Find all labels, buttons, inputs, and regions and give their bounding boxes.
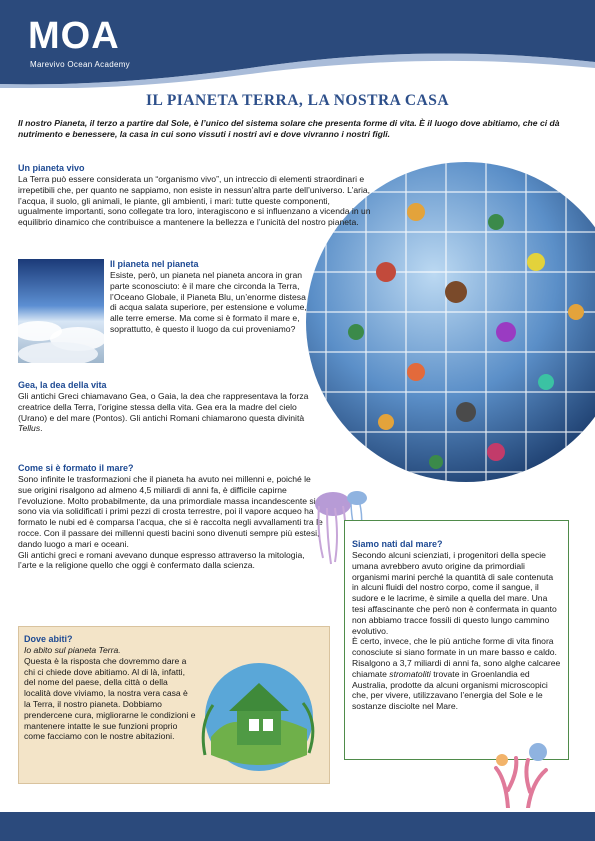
page-title: IL PIANETA TERRA, LA NOSTRA CASA <box>145 92 450 109</box>
box-siamo-nati-dal-mare <box>344 520 569 760</box>
text-mare: Sono infinite le trasformazioni che il pianeta ha avuto nei millenni e, poiché le sue origini risalgono ad almeno 4,5 miliardi di anni fa, è difficile capirne l’evoluzione. Molto probabilmente, da una primordiale massa incandescente si sono via via solidificati i primi pezzi di crosta terrestre, poi il vapore acqueo ha formato le nubi ed è comparsa l’acqua, che si è raccolta negli avvallamenti tra le rocce. Con il passare dei millenni questi bacini sono divenuti sempre più estesi, dando luogo a mari e oceani. <box>18 474 323 549</box>
section-gea <box>18 380 323 434</box>
footer-band <box>0 812 595 841</box>
heading-pianeta-vivo: Un pianeta vivo <box>18 163 85 173</box>
text-mare-2: Gli antichi greci e romani avevano dunque espresso attraverso la mitologia, l’arte e la religione quello che oggi è confermato dalla scienza. <box>18 549 305 571</box>
text-nati-2: È certo, invece, che le più antiche forme di vita finora conosciute si siano formate in un mare basso e caldo. Risalgono a 3,7 miliardi di anni fa, sono alghe calcaree chiamate stromatoliti trovate in Groenlandia ed Australia, prodotte da alcuni organismi microscopici che, per vivere, utilizzavano l’energia del Sole e le sostanze disciolte nel Mare. <box>352 636 561 712</box>
clouds-photo <box>18 259 104 363</box>
heading-pianeta-nel-pianeta: Il pianeta nel pianeta <box>110 259 199 269</box>
box-dove-abiti <box>18 626 330 784</box>
logo-subtitle: Marevivo Ocean Academy <box>30 60 130 69</box>
text-pianeta-vivo: La Terra può essere considerata un “organismo vivo”, un intreccio di elementi straordinari e irrepetibili che, per quanto ne sappiamo, non esiste in nessun’altra parte dell’universo. L’aria, l’acqua, il suolo, gli animali, le piante, gli ambienti, i mari: tutte queste componenti, ugualmente importanti, sono collegate tra loro, interagiscono e si influenzano a vicenda in un equilibrio dinamico che contribuisce a mantenere la bellezza e l’unicità del nostro pianeta. <box>18 174 371 228</box>
coral-illustration <box>488 730 558 808</box>
text-pianeta-nel-pianeta: Esiste, però, un pianeta nel pianeta ancora in gran parte sconosciuto: è il mare che circonda la Terra, l’Oceano Globale, il Pianeta Blu, un’enorme distesa di acqua salata superiore, per estensione e volume, alle terre emerse. Ma come si è formato il mare e, soprattutto, è questo il luogo da cui proveniamo? <box>110 270 307 334</box>
text-dove-abiti: Questa è la risposta che dovremmo dare a chi ci chiede dove abitiamo. Al di là, infatti, del nome del paese, della città o della località dove viviamo, la nostra vera casa è la Terra, il nostro pianeta. Dobbiamo prendercene cura, migliorarne le condizioni e mantenere intatte le sue funzioni proprio come facciamo con le nostre abitazioni. <box>24 655 196 742</box>
heading-nati: Siamo nati dal mare? <box>352 539 443 549</box>
section-pianeta-nel-pianeta <box>110 259 310 335</box>
heading-mare: Come si è formato il mare? <box>18 463 134 473</box>
heading-gea: Gea, la dea della vita <box>18 380 107 390</box>
section-come-si-e-formato-il-mare <box>18 463 323 571</box>
header-band <box>0 0 595 88</box>
subheading-dove-abiti: Io abito sul pianeta Terra. <box>24 645 121 655</box>
text-gea: Gli antichi Greci chiamavano Gea, o Gaia, la dea che rappresentava la forza creatrice della Terra, l’origine stessa della vita. Gea era la madre del cielo (Urano) e del mare (Pontos). Gli antichi Romani chiamarono questa divinità Tellus. <box>18 391 309 434</box>
intro-paragraph: Il nostro Pianeta, il terzo a partire dal Sole, è l’unico del sistema solare che presenta forme di vita. È il luogo dove abitiamo, che ci dà nutrimento e benessere, la casa in cui sono vissuti i nostri avi e dove vivranno i nostri figli. <box>18 118 560 139</box>
green-house-illustration <box>189 645 329 775</box>
logo: MOA <box>28 15 120 57</box>
text-nati: Secondo alcuni scienziati, i progenitori della specie umana avrebbero avuto origine da primordiali organismi marini perché la quantità di sale contenuta in alcuni fluidi del nostro corpo, come il sangue, il sudore e le lacrime, è simile a quella del mare. Una tesi affascinante che però non è confermata in quanto non abbiamo tracce fossili di questo lungo cammino evolutivo. <box>352 550 557 636</box>
heading-dove-abiti: Dove abiti? <box>24 634 73 644</box>
section-pianeta-vivo <box>18 163 373 228</box>
